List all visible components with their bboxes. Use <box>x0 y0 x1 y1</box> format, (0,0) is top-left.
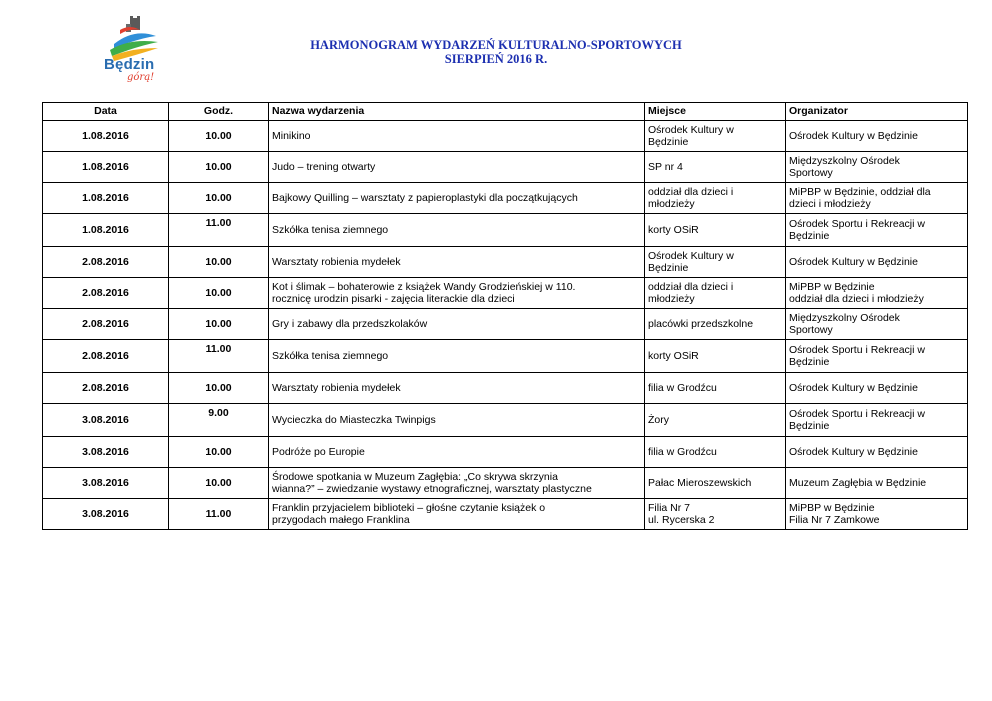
event-time: 10.00 <box>169 278 269 309</box>
event-name <box>269 499 645 530</box>
event-place-line: Będzinie <box>648 136 689 148</box>
event-date: 2.08.2016 <box>43 340 169 373</box>
event-place-line: filia w Grodźcu <box>648 445 717 458</box>
event-organizer <box>786 437 968 468</box>
event-time: 10.00 <box>169 121 269 152</box>
event-organizer <box>786 499 968 530</box>
event-name-line: Bajkowy Quilling – warsztaty z papieroplastyki dla początkujących <box>272 191 578 204</box>
event-organizer <box>786 340 968 373</box>
event-time: 10.00 <box>169 247 269 278</box>
event-organizer <box>786 152 968 183</box>
event-name-line: Kot i ślimak – bohaterowie z książek Wandy Grodzieńskiej w 110. <box>272 280 576 293</box>
event-organizer-line: Muzeum Zagłębia w Będzinie <box>789 476 927 489</box>
event-organizer-line: Ośrodek Sportu i Rekreacji w <box>789 407 925 420</box>
event-place <box>645 121 786 152</box>
event-name-line: Judo – trening otwarty <box>272 160 376 173</box>
event-organizer <box>786 404 968 437</box>
table-row <box>43 309 968 340</box>
event-name <box>269 309 645 340</box>
event-place <box>645 183 786 214</box>
event-place-line: korty OSiR <box>648 223 699 236</box>
event-name-line: Warsztaty robienia mydełek <box>272 255 401 268</box>
event-time: 9.00 <box>169 404 269 437</box>
title-line-1: HARMONOGRAM WYDARZEŃ KULTURALNO-SPORTOWYCH <box>310 38 682 52</box>
event-time: 11.00 <box>169 340 269 373</box>
event-name-line: przygodach małego Franklina <box>272 514 410 526</box>
event-organizer <box>786 373 968 404</box>
event-name-line: Szkółka tenisa ziemnego <box>272 223 389 236</box>
event-time: 11.00 <box>169 214 269 247</box>
event-time: 10.00 <box>169 373 269 404</box>
event-place-line: Ośrodek Kultury w <box>648 249 734 262</box>
event-name-line: Środowe spotkania w Muzeum Zagłębia: „Co skrywa skrzynia <box>272 470 558 483</box>
event-place-line: Pałac Mieroszewskich <box>648 476 752 489</box>
event-organizer <box>786 183 968 214</box>
event-date: 3.08.2016 <box>43 404 169 437</box>
column-header-event-name: Nazwa wydarzenia <box>269 103 645 121</box>
event-place <box>645 499 786 530</box>
logo-name: Będzin <box>104 56 155 73</box>
event-place-line: młodzieży <box>648 198 695 210</box>
event-place-line: placówki przedszkolne <box>648 317 754 330</box>
event-name <box>269 278 645 309</box>
page-title <box>180 38 812 66</box>
event-date: 2.08.2016 <box>43 373 169 404</box>
event-date: 1.08.2016 <box>43 214 169 247</box>
event-place <box>645 278 786 309</box>
event-time: 10.00 <box>169 152 269 183</box>
table-row <box>43 499 968 530</box>
column-header-place: Miejsce <box>645 103 786 121</box>
event-place-line: oddział dla dzieci i <box>648 280 734 293</box>
event-organizer-line: Międzyszkolny Ośrodek <box>789 154 900 167</box>
event-name-line: Warsztaty robienia mydełek <box>272 381 401 394</box>
event-place-line: Filia Nr 7 <box>648 501 691 514</box>
event-place <box>645 468 786 499</box>
event-place <box>645 404 786 437</box>
event-organizer <box>786 278 968 309</box>
event-name-line: Wycieczka do Miasteczka Twinpigs <box>272 413 436 426</box>
table-row <box>43 404 968 437</box>
event-name <box>269 183 645 214</box>
event-place <box>645 152 786 183</box>
table-row <box>43 121 968 152</box>
event-organizer <box>786 247 968 278</box>
event-place-line: korty OSiR <box>648 349 699 362</box>
event-place <box>645 340 786 373</box>
event-name <box>269 247 645 278</box>
event-place-line: SP nr 4 <box>648 160 683 173</box>
table-row <box>43 183 968 214</box>
event-name <box>269 121 645 152</box>
event-organizer-line: Ośrodek Sportu i Rekreacji w <box>789 217 925 230</box>
event-organizer-line: MiPBP w Będzinie, oddział dla <box>789 185 931 198</box>
event-name-line: Szkółka tenisa ziemnego <box>272 349 389 362</box>
column-header-organizer: Organizator <box>786 103 968 121</box>
table-header-row <box>43 103 968 121</box>
event-name-line: wianna?” – zwiedzanie wystawy etnograficznej, warsztaty plastyczne <box>272 483 592 495</box>
event-organizer-line: Będzinie <box>789 420 830 432</box>
event-name-line: Gry i zabawy dla przedszkolaków <box>272 317 428 330</box>
table-row <box>43 278 968 309</box>
event-organizer <box>786 214 968 247</box>
event-name <box>269 468 645 499</box>
table-row <box>43 247 968 278</box>
event-time: 11.00 <box>169 499 269 530</box>
event-organizer <box>786 121 968 152</box>
logo-tagline: górą! <box>127 72 155 83</box>
table-row <box>43 437 968 468</box>
event-date: 3.08.2016 <box>43 499 169 530</box>
event-name <box>269 373 645 404</box>
event-date: 2.08.2016 <box>43 309 169 340</box>
event-date: 1.08.2016 <box>43 183 169 214</box>
event-organizer-line: Sportowy <box>789 324 833 336</box>
event-time: 10.00 <box>169 183 269 214</box>
event-place-line: Żory <box>648 413 669 426</box>
event-name-line: Franklin przyjacielem biblioteki – głośne czytanie książek o <box>272 501 546 514</box>
table-row <box>43 340 968 373</box>
event-name <box>269 152 645 183</box>
event-organizer-line: Ośrodek Kultury w Będzinie <box>789 381 918 394</box>
table-row <box>43 152 968 183</box>
event-date: 1.08.2016 <box>43 152 169 183</box>
event-date: 3.08.2016 <box>43 437 169 468</box>
event-organizer-line: Ośrodek Kultury w Będzinie <box>789 255 918 268</box>
title-line-2: SIERPIEŃ 2016 R. <box>444 52 548 66</box>
event-organizer-line: Międzyszkolny Ośrodek <box>789 311 900 324</box>
schedule-table <box>42 102 968 530</box>
event-place-line: Ośrodek Kultury w <box>648 123 734 136</box>
event-date: 2.08.2016 <box>43 278 169 309</box>
event-time: 10.00 <box>169 468 269 499</box>
event-place-line: oddział dla dzieci i <box>648 185 734 198</box>
event-place <box>645 373 786 404</box>
event-organizer-line: Będzinie <box>789 230 830 242</box>
event-organizer <box>786 309 968 340</box>
event-name-line: Podróże po Europie <box>272 445 365 458</box>
column-header-date: Data <box>43 103 169 121</box>
event-place <box>645 214 786 247</box>
event-time: 10.00 <box>169 309 269 340</box>
event-name <box>269 437 645 468</box>
event-date: 1.08.2016 <box>43 121 169 152</box>
event-organizer-line: MiPBP w Będzinie <box>789 280 875 293</box>
event-place-line: młodzieży <box>648 293 695 305</box>
event-place-line: filia w Grodźcu <box>648 381 717 394</box>
event-place <box>645 437 786 468</box>
column-header-time: Godz. <box>169 103 269 121</box>
event-name <box>269 214 645 247</box>
event-name-line: rocznicę urodzin pisarki - zajęcia literackie dla dzieci <box>272 293 515 305</box>
event-organizer-line: dzieci i młodzieży <box>789 198 871 210</box>
event-organizer-line: Ośrodek Sportu i Rekreacji w <box>789 343 925 356</box>
event-organizer-line: Ośrodek Kultury w Będzinie <box>789 445 918 458</box>
table-row <box>43 468 968 499</box>
event-organizer-line: Ośrodek Kultury w Będzinie <box>789 129 918 142</box>
table-row <box>43 373 968 404</box>
event-name <box>269 340 645 373</box>
event-name-line: Minikino <box>272 129 311 142</box>
event-organizer-line: Będzinie <box>789 356 830 368</box>
event-time: 10.00 <box>169 437 269 468</box>
event-organizer-line: MiPBP w Będzinie <box>789 501 875 514</box>
event-place-line: ul. Rycerska 2 <box>648 514 715 526</box>
event-place-line: Będzinie <box>648 262 689 274</box>
event-name <box>269 404 645 437</box>
event-organizer-line: Sportowy <box>789 167 833 179</box>
event-organizer-line: Filia Nr 7 Zamkowe <box>789 514 880 526</box>
event-place <box>645 247 786 278</box>
event-place <box>645 309 786 340</box>
table-row <box>43 214 968 247</box>
event-organizer <box>786 468 968 499</box>
event-date: 2.08.2016 <box>43 247 169 278</box>
event-organizer-line: oddział dla dzieci i młodzieży <box>789 293 924 305</box>
event-date: 3.08.2016 <box>43 468 169 499</box>
